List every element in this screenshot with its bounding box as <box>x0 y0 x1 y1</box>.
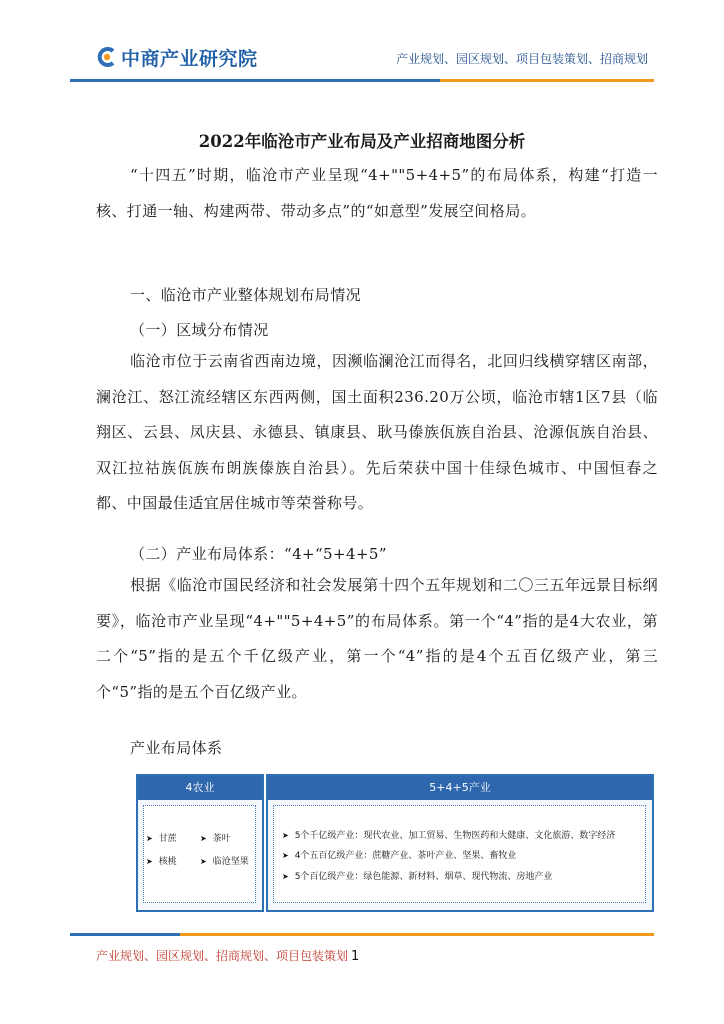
footer-divider-orange <box>180 933 654 936</box>
subheading-region <box>96 319 269 340</box>
agriculture-item: ➤ 临沧坚果 <box>200 857 249 867</box>
agriculture-item: ➤ 核桃 <box>146 857 177 867</box>
layout-paragraph <box>96 568 658 710</box>
logo-text: 中商产业研究院 <box>121 47 258 70</box>
agriculture-item: ➤ 甘蔗 <box>146 834 177 844</box>
section-heading <box>96 284 361 305</box>
logo-icon <box>96 46 118 68</box>
arrow-icon: ➤ <box>200 834 207 843</box>
industry-item: ➤ 5个百亿级产业：绿色能源、新材料、烟草、现代物流、房地产业 <box>282 872 553 882</box>
arrow-icon: ➤ <box>146 834 153 843</box>
region-text: 临沧市位于云南省西南边境，因濒临澜沧江而得名，北回归线横穿辖区南部，澜沧江、怒江流经辖区东西两侧，国土面积236.20万公顷，临沧市辖1区7县（临翔区、云县、凤庆县、永德县、镇康县、耿马傣族佤族自治县、沧源佤族自治县、双江拉祜族佤族布朗族傣族自治县）。先后荣获中国十佳绿色城市、中国恒春之都、中国最佳适宜居住城市等荣誉称号。 <box>96 352 658 512</box>
intro-text: “十四五”时期，临沧市产业呈现“4+""5+4+5”的布局体系，构建“打造一核、打通一轴、构建两带、带动多点”的“如意型”发展空间格局。 <box>96 166 658 220</box>
section-heading-text: 一、临沧市产业整体规划布局情况 <box>130 286 362 304</box>
arrow-icon: ➤ <box>200 857 207 866</box>
figure-label <box>96 737 222 758</box>
industry-panel <box>266 774 654 912</box>
arrow-icon: ➤ <box>282 872 289 881</box>
agriculture-panel <box>136 774 264 912</box>
page-title: 2022年临沧市产业布局及产业招商地图分析 <box>198 132 526 151</box>
industry-item: ➤ 5个千亿级产业：现代农业、加工贸易、生物医药和大健康、文化旅游、数字经济 <box>282 831 616 841</box>
industry-item: ➤ 4个五百亿级产业：蔗糖产业、茶叶产业、坚果、畜牧业 <box>282 851 517 861</box>
subheading-region-text: （一）区域分布情况 <box>130 321 269 339</box>
arrow-icon: ➤ <box>282 831 289 840</box>
footer-tagline: 产业规划、园区规划、招商规划、项目包装策划 <box>96 949 349 963</box>
agriculture-panel-title: 4农业 <box>138 776 262 800</box>
subheading-layout-text: （二）产业布局体系：“4+“5+4+5” <box>130 545 387 563</box>
figure-label-text: 产业布局体系 <box>130 739 223 757</box>
page-number: 1 <box>351 949 360 964</box>
footer-divider-blue <box>70 933 180 936</box>
company-logo <box>96 44 258 70</box>
intro-paragraph <box>96 158 658 229</box>
footer <box>96 947 359 964</box>
region-paragraph <box>96 344 658 522</box>
header-divider-blue <box>70 79 440 82</box>
agriculture-item: ➤ 茶叶 <box>200 834 231 844</box>
header-tagline: 产业规划、园区规划、项目包装策划、招商规划 <box>395 52 648 66</box>
subheading-layout <box>96 543 387 564</box>
layout-text: 根据《临沧市国民经济和社会发展第十四个五年规划和二〇三五年远景目标纲要》，临沧市产业呈现“4+""5+4+5”的布局体系。第一个“4”指的是4大农业，第二个“5”指的是五个千亿级产业，第一个“4”指的是4个五百亿级产业，第三个“5”指的是五个百亿级产业。 <box>96 576 658 701</box>
arrow-icon: ➤ <box>282 851 289 860</box>
header-divider-orange <box>440 79 654 82</box>
industry-panel-title: 5+4+5产业 <box>268 776 652 800</box>
arrow-icon: ➤ <box>146 857 153 866</box>
